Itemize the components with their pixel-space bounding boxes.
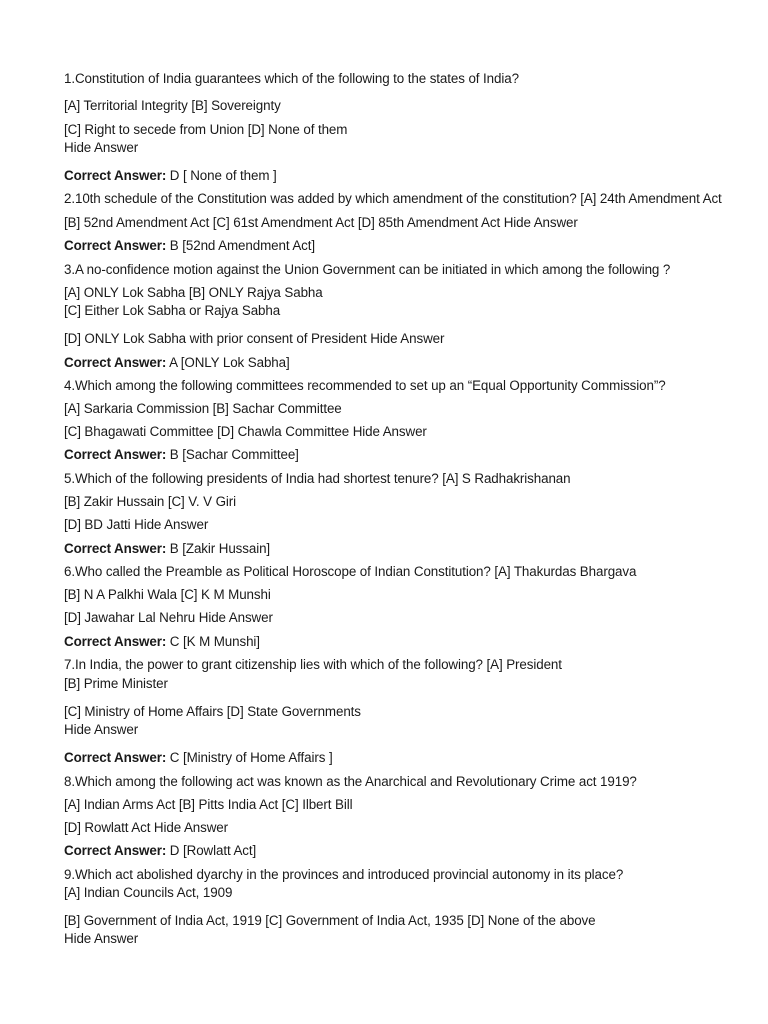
hide-answer-link[interactable]: Hide Answer [64, 931, 139, 946]
correct-answer-label: Correct Answer: [64, 843, 167, 858]
correct-answer-value: B [52nd Amendment Act] [166, 238, 315, 253]
options-line: [B] Government of India Act, 1919 [C] Government of India Act, 1935 [D] None of the above [64, 913, 596, 928]
correct-answer [64, 634, 260, 650]
options-line: [D] BD Jatti Hide Answer [64, 517, 209, 532]
correct-answer [64, 541, 270, 557]
correct-answer [64, 238, 315, 254]
options-line: [C] Right to secede from Union [D] None of them [64, 122, 348, 137]
options-line: [B] 52nd Amendment Act [C] 61st Amendment Act [D] 85th Amendment Act Hide Answer [64, 215, 578, 230]
correct-answer-value: C [K M Munshi] [166, 634, 260, 649]
correct-answer-label: Correct Answer: [64, 168, 167, 183]
options-line: [A] Indian Arms Act [B] Pitts India Act [C] Ilbert Bill [64, 797, 353, 812]
correct-answer-value: A [ONLY Lok Sabha] [166, 355, 290, 370]
hide-answer-link[interactable]: Hide Answer [64, 722, 139, 737]
correct-answer-value: D [Rowlatt Act] [166, 843, 257, 858]
options-line: [A] Sarkaria Commission [B] Sachar Committee [64, 401, 342, 416]
question-6: 6.Who called the Preamble as Political Horoscope of Indian Constitution? [A] Thakurdas Bhargava [64, 564, 637, 579]
correct-answer-value: C [Ministry of Home Affairs ] [166, 750, 333, 765]
question-4: 4.Which among the following committees recommended to set up an “Equal Opportunity Commission”? [64, 378, 666, 393]
options-line: [D] ONLY Lok Sabha with prior consent of President Hide Answer [64, 331, 445, 346]
correct-answer [64, 168, 277, 184]
options-line: [D] Jawahar Lal Nehru Hide Answer [64, 610, 273, 625]
correct-answer-label: Correct Answer: [64, 238, 167, 253]
options-line: [A] Territorial Integrity [B] Sovereignty [64, 98, 281, 113]
question-8: 8.Which among the following act was known as the Anarchical and Revolutionary Crime act 1919? [64, 774, 637, 789]
options-line: [C] Ministry of Home Affairs [D] State Governments [64, 704, 361, 719]
options-line: [B] N A Palkhi Wala [C] K M Munshi [64, 587, 271, 602]
options-line: [B] Zakir Hussain [C] V. V Giri [64, 494, 237, 509]
correct-answer-label: Correct Answer: [64, 634, 167, 649]
correct-answer-label: Correct Answer: [64, 447, 167, 462]
options-line: [A] Indian Councils Act, 1909 [64, 885, 233, 900]
options-line: [C] Bhagawati Committee [D] Chawla Committee Hide Answer [64, 424, 427, 439]
options-line: [D] Rowlatt Act Hide Answer [64, 820, 229, 835]
question-1: 1.Constitution of India guarantees which of the following to the states of India? [64, 71, 519, 86]
question-7: 7.In India, the power to grant citizenship lies with which of the following? [A] President [64, 657, 562, 672]
correct-answer-value: B [Sachar Committee] [166, 447, 299, 462]
correct-answer-value: B [Zakir Hussain] [166, 541, 271, 556]
correct-answer [64, 447, 299, 463]
correct-answer [64, 355, 290, 371]
hide-answer-link[interactable]: Hide Answer [64, 140, 139, 155]
options-line: [A] ONLY Lok Sabha [B] ONLY Rajya Sabha [64, 285, 323, 300]
options-line: [B] Prime Minister [64, 676, 168, 691]
question-3: 3.A no-confidence motion against the Union Government can be initiated in which among the following ? [64, 262, 671, 277]
options-line: [C] Either Lok Sabha or Rajya Sabha [64, 303, 281, 318]
correct-answer-value: D [ None of them ] [166, 168, 277, 183]
correct-answer [64, 750, 333, 766]
correct-answer-label: Correct Answer: [64, 355, 167, 370]
question-2: 2.10th schedule of the Constitution was added by which amendment of the constitution? [A] 24th Amendment Act [64, 191, 722, 206]
question-5: 5.Which of the following presidents of India had shortest tenure? [A] S Radhakrishanan [64, 471, 571, 486]
correct-answer [64, 843, 256, 859]
question-9: 9.Which act abolished dyarchy in the provinces and introduced provincial autonomy in its place? [64, 867, 624, 882]
correct-answer-label: Correct Answer: [64, 541, 167, 556]
correct-answer-label: Correct Answer: [64, 750, 167, 765]
